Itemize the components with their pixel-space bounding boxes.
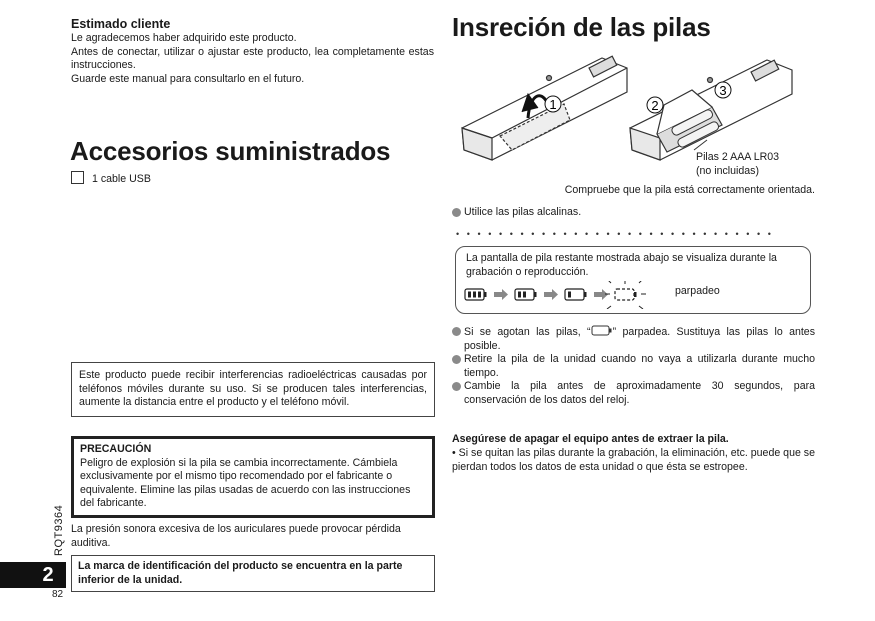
bullet-icon (452, 208, 461, 217)
bullet-empty-before: Si se agotan las pilas, “ (464, 326, 591, 338)
battery-level-sequence (463, 281, 673, 309)
greeting-line-1: Le agradecemos haber adquirido este producto. (71, 32, 297, 44)
arrow-right-icon (494, 289, 508, 300)
caution-title: PRECAUCIÓN (80, 443, 152, 455)
bullet-icon (452, 355, 461, 364)
page-number: 2 (42, 564, 54, 586)
battery-section-title: Insreción de las pilas (452, 12, 711, 42)
step1-label: 1 (549, 97, 557, 112)
step3-label: 3 (719, 83, 727, 98)
bullet-icon (452, 382, 461, 391)
bullet-empty-battery (452, 325, 815, 353)
figure-caption: Compruebe que la pila está correctamente orientada. (564, 184, 815, 196)
caution-box (71, 436, 435, 518)
bullet-icon (452, 327, 461, 336)
accessories-item (71, 171, 151, 187)
dotted-divider: •••••••••••••••••••••••••••••• (456, 229, 779, 239)
bullet-empty-after: ” parpadea. Sustituya las pilas lo antes posible. (464, 326, 815, 352)
bullet-remove-battery (452, 353, 815, 380)
power-off-warning-title: Asegúrese de apagar el equipo antes de extraer la pila. (452, 433, 729, 445)
id-mark-note: La marca de identificación del producto se encuentra en la parte inferior de la unidad. (71, 555, 435, 592)
greeting-title: Estimado cliente (71, 17, 171, 31)
page-sub-number: 82 (52, 589, 64, 600)
bullet-change-text: Cambie la pila antes de aproximadamente 30 segundos, para conservación de los datos del reloj. (464, 380, 815, 406)
blink-label: parpadeo (675, 285, 720, 297)
bullet-change-battery (452, 380, 815, 407)
battery-label-line1: Pilas 2 AAA LR03 (696, 151, 780, 163)
battery-label-line2: (no incluidas) (696, 164, 760, 177)
use-alkaline-note (452, 206, 827, 220)
empty-battery-icon (591, 325, 613, 336)
arrow-right-icon (544, 289, 558, 300)
battery-bullets (452, 325, 815, 408)
checkbox-icon (71, 171, 84, 184)
battery-label (696, 151, 779, 178)
battery-level-3-icon (465, 289, 487, 300)
use-alkaline-text: Utilice las pilas alcalinas. (464, 206, 582, 218)
bullet-remove-text: Retire la pila de la unidad cuando no vaya a utilizarla durante mucho tiempo. (464, 353, 815, 379)
greeting-line-2: Antes de conectar, utilizar o ajustar este producto, lea completamente estas instrucciones. (71, 45, 434, 72)
indicator-box-text: La pantalla de pila restante mostrada abajo se visualiza durante la grabación o reproducción. (466, 252, 777, 278)
recorder-device-left (462, 56, 627, 160)
battery-level-0-icon (605, 281, 646, 309)
interference-note: Este producto puede recibir interferencias radioeléctricas causadas por teléfonos móviles durante su uso. Si se producen tales interferencias, aumente la distancia entre el producto y el teléfono móvil. (71, 362, 435, 417)
headphone-note: La presión sonora excesiva de los auriculares puede provocar pérdida auditiva. (71, 523, 401, 549)
accessories-item-label: 1 cable USB (92, 173, 151, 185)
step2-label: 2 (651, 98, 659, 113)
battery-level-2-icon (515, 289, 537, 300)
page-number-badge (0, 562, 66, 588)
greeting-line-3: Guarde este manual para consultarlo en el futuro. (71, 72, 305, 85)
caution-text: Peligro de explosión si la pila se cambia incorrectamente. Cámbiela exclusivamente por el mismo tipo recomendado por el fabricante o equivalente. Elimine las pilas usadas de acuerdo con las instrucciones del fabricante. (80, 456, 411, 510)
greeting-text (71, 32, 434, 86)
power-off-warning-text: • Si se quitan las pilas durante la grabación, la eliminación, etc. puede que se pierdan todos los datos de esta unidad o que ésta se estropee. (452, 447, 815, 473)
battery-level-1-icon (565, 289, 587, 300)
accessories-title: Accesorios suministrados (70, 136, 391, 166)
model-code: RQT9364 (53, 504, 65, 556)
